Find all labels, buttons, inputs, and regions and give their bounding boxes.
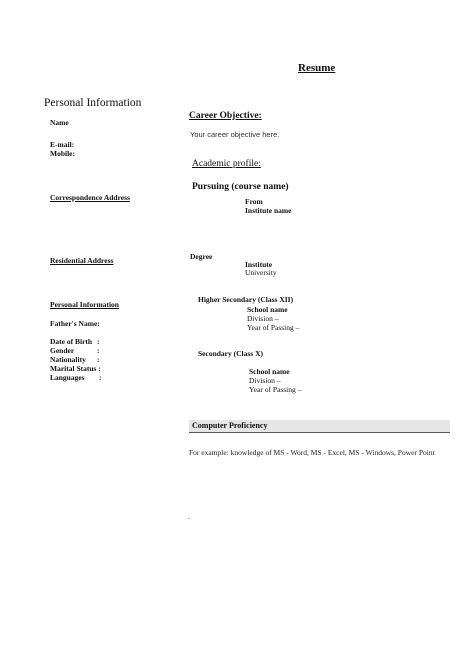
hsc-school-name: School name — [247, 305, 288, 314]
name-label: Name — [50, 118, 69, 127]
gender-colon: : — [97, 346, 100, 355]
academic-profile-heading: Academic profile: — [192, 159, 261, 169]
correspondence-address-label: Correspondence Address — [50, 193, 130, 202]
ssc-year-of-passing: Year of Passing – — [249, 385, 302, 394]
career-objective-text: Your career objective here. — [190, 130, 280, 139]
career-objective-heading: Career Objective: — [189, 111, 262, 121]
residential-address-label: Residential Address — [50, 256, 114, 265]
degree-institute: Institute — [245, 260, 273, 269]
marital-status-label: Marital Status : — [50, 364, 101, 373]
hsc-division: Division – — [247, 314, 279, 323]
personal-information-subheading: Personal Information — [50, 300, 119, 309]
mobile-label: Mobile: — [50, 149, 75, 158]
resume-title: Resume — [298, 62, 336, 74]
computer-proficiency-heading: Computer Proficiency — [192, 421, 268, 430]
secondary-label: Secondary (Class X) — [198, 349, 263, 358]
ssc-school-name: School name — [249, 367, 290, 376]
pursuing-from: From — [245, 197, 263, 206]
degree-university: University — [245, 268, 277, 277]
computer-proficiency-text: For example: knowledge of MS - Word, MS - Excel, MS - Windows, Power Point — [189, 448, 435, 457]
gender-label: Gender — [50, 346, 75, 355]
languages-label: Languages — [50, 373, 85, 382]
dob-label: Date of Birth — [50, 337, 93, 346]
hsc-year-of-passing: Year of Passing – — [247, 323, 300, 332]
nationality-colon: : — [97, 355, 100, 364]
degree-label: Degree — [190, 252, 213, 261]
dob-colon: : — [97, 337, 100, 346]
languages-colon: : — [99, 373, 102, 382]
email-label: E-mail: — [50, 140, 75, 149]
pursuing-institute: Institute name — [245, 206, 292, 215]
nationality-label: Nationality — [50, 355, 86, 364]
trailing-dot: . — [188, 513, 190, 521]
higher-secondary-label: Higher Secondary (Class XII) — [198, 295, 294, 304]
pursuing-course: Pursuing (course name) — [192, 182, 289, 192]
ssc-division: Division – — [249, 376, 281, 385]
fathers-name-label: Father's Name: — [50, 319, 100, 328]
personal-information-heading: Personal Information — [44, 97, 142, 109]
